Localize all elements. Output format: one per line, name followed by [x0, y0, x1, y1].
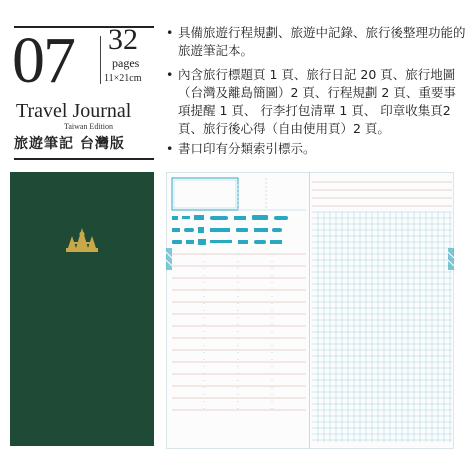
- title-chinese: 旅遊筆記 台灣版: [14, 136, 125, 152]
- feature-bullet-1: [166, 24, 468, 60]
- pages-count: 32: [108, 23, 138, 56]
- notebook-cover: [10, 172, 154, 446]
- left-page-ruled: [166, 172, 309, 449]
- bullet-text: 內含旅行標題頁 1 頁、旅行日記 20 頁、旅行地圖（台灣及離島簡圖）2 頁、行程規劃 2 頁、重要事項提醒 1 頁、 行李打包清單 1 頁、 印章收集頁2頁、旅行後心得（自由使用頁）2 頁。: [178, 67, 456, 136]
- feature-bullet-2: [166, 66, 468, 138]
- index-tab-marks: [448, 248, 454, 270]
- bullet-dot: •: [166, 25, 174, 40]
- bullet-text: 書口印有分類索引標示。: [178, 141, 316, 156]
- feature-bullet-3: [166, 140, 468, 158]
- edition-label: Taiwan Edition: [64, 122, 113, 131]
- bullet-dot: •: [166, 67, 174, 82]
- right-page-grid: [310, 172, 454, 449]
- transport-icons: [172, 215, 288, 245]
- gold-emblem-icon: [64, 224, 100, 254]
- pages-label: pages: [112, 56, 140, 70]
- bullet-dot: •: [166, 141, 174, 156]
- bullet-text: 具備旅遊行程規劃、旅遊中記錄、旅行後整理功能的旅遊筆記本。: [178, 25, 466, 58]
- product-number: 07: [12, 24, 74, 97]
- size-label: 11×21cm: [104, 73, 142, 84]
- number-divider: [100, 36, 101, 84]
- index-tab-marks: [166, 248, 172, 270]
- title-english: Travel Journal: [16, 100, 132, 122]
- header-bottom-rule: [14, 158, 154, 160]
